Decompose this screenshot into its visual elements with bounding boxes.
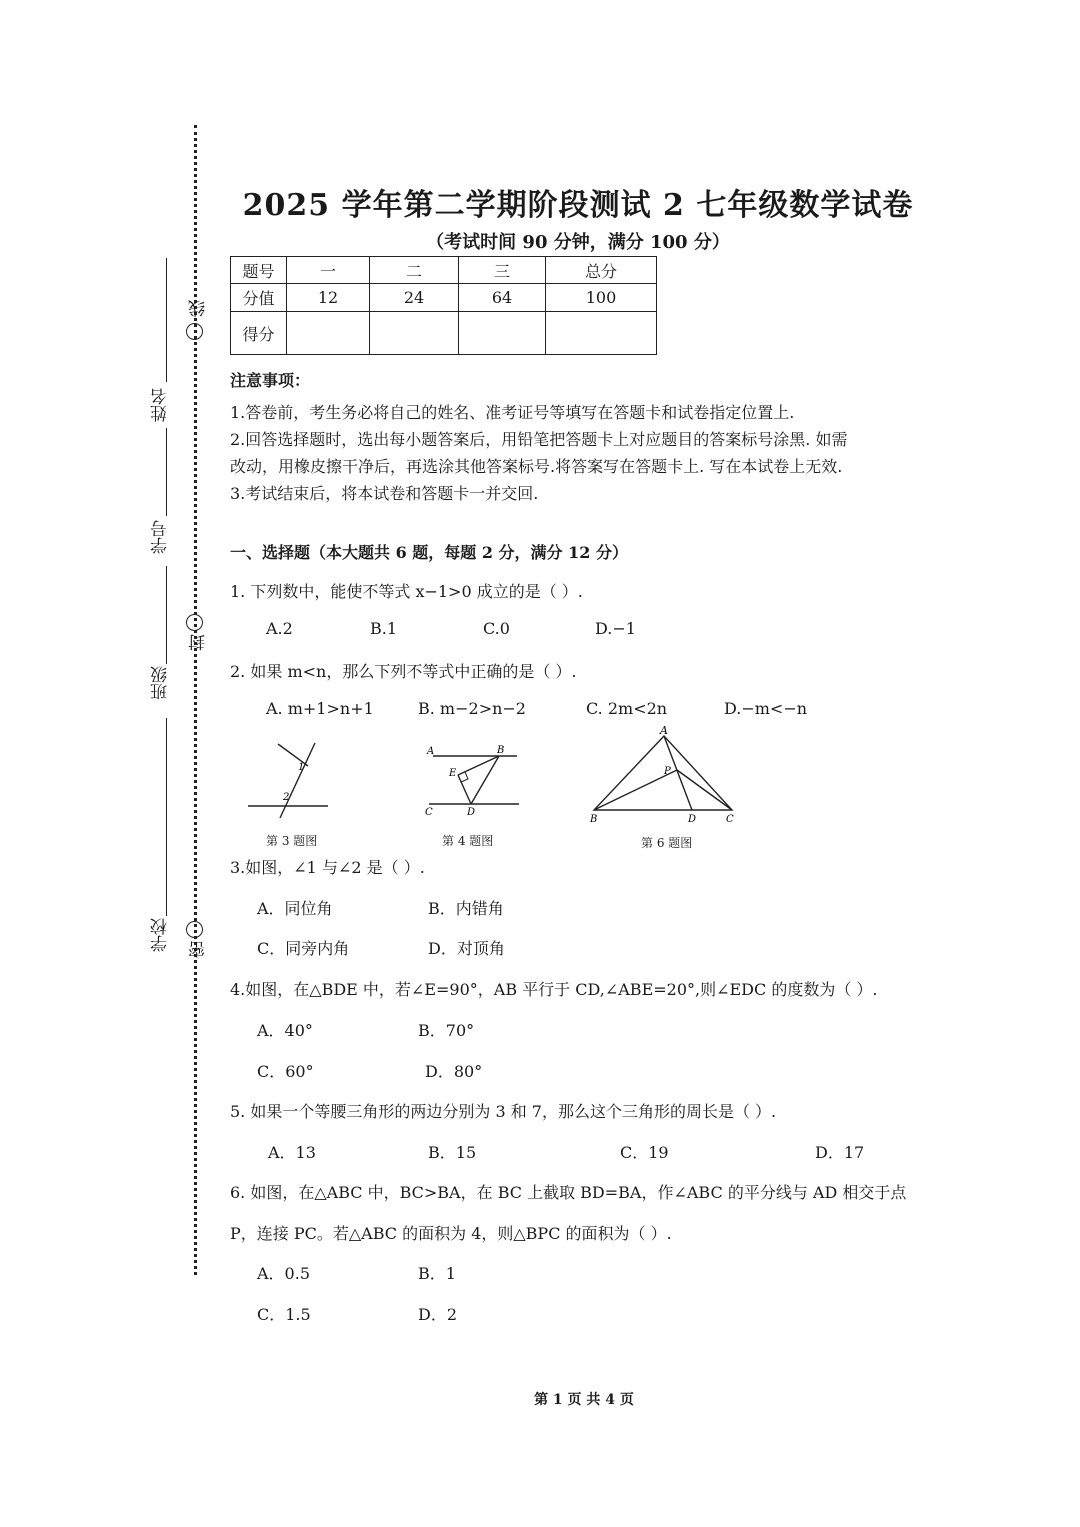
fig4-label-d: D [467,807,476,818]
student-id-field-label: 学号 [151,520,171,554]
section-heading: 一、选择题（本大题共 6 题，每题 2 分，满分 12 分） [230,543,628,562]
question-4-option-a: A．40° [257,1021,313,1040]
question-1-stem: 1. 下列数中，能使不等式 x−1>0 成立的是（ ）. [230,582,583,601]
class-field-label: 班级 [151,666,171,700]
question-5-option-a: A．13 [268,1143,316,1162]
question-3-option-b: B．内错角 [428,899,504,918]
figure-3-diagram [240,738,340,818]
page-number: 第 1 页 共 4 页 [534,1392,634,1408]
figure-6-diagram [588,726,738,826]
column-header-1: 一 [287,257,370,284]
fig6-label-d: D [688,814,697,825]
name-underline [166,258,167,382]
question-5-option-b: B．15 [428,1143,477,1162]
secret-mark-label: 密 [189,941,209,958]
fig4-label-c: C [425,807,433,818]
notice-item-2: 2.回答选择题时，选出每小题答案后，用铅笔把答题卡上对应题目的答案标号涂黑. 如需 [230,430,848,449]
question-6-option-c: C．1.5 [257,1305,311,1324]
fig4-label-e: E [449,768,457,779]
column-header-2: 二 [370,257,459,284]
figure-3-caption: 第 3 题图 [266,834,318,848]
score-cell-total [546,312,657,355]
score-cell-2 [370,312,459,355]
points-value-2: 24 [370,284,459,312]
line-circle-mark [186,323,203,340]
question-2-stem: 2. 如果 m<n，那么下列不等式中正确的是（ ）. [230,662,577,681]
school-underline [166,718,167,916]
question-5-option-c: C．19 [620,1143,669,1162]
question-6-option-d: D．2 [418,1305,458,1324]
question-2-option-d: D.−m<−n [724,699,808,718]
question-3-option-d: D．对顶角 [428,939,505,958]
question-3-option-a: A．同位角 [257,899,333,918]
fig6-segment-pc [677,770,732,810]
question-1-option-c: C.0 [483,619,510,638]
fig3-angle-2-label: 2 [283,792,290,803]
fig6-label-b: B [590,814,598,825]
fig6-label-a: A [660,724,668,737]
exam-title: 2025 学年第二学期阶段测试 2 七年级数学试卷 [242,188,914,223]
fig6-triangle-abc [594,736,732,810]
notice-item-1: 1.答卷前，考生务必将自己的姓名、准考证号等填写在答题卡和试卷指定位置上. [230,403,795,422]
class-underline [166,566,167,664]
question-4-option-c: C．60° [257,1062,314,1081]
figure-4-caption: 第 4 题图 [442,834,494,848]
points-value-1: 12 [287,284,370,312]
row-label-question-no: 题号 [231,257,287,284]
question-4-option-d: D．80° [425,1062,483,1081]
question-5-option-d: D．17 [815,1143,865,1162]
question-6-option-a: A．0.5 [257,1264,311,1283]
column-header-total: 总分 [546,257,657,284]
points-value-3: 64 [459,284,546,312]
figure-4-diagram [425,742,525,822]
school-field-label: 学校 [151,918,171,952]
fig4-label-a: A [427,746,435,757]
score-table [230,256,657,355]
seal-circle-mark [186,614,203,631]
fig4-segment-ed [458,775,471,804]
fig6-label-c: C [726,814,734,825]
fig4-label-b: B [497,745,505,756]
score-cell-1 [287,312,370,355]
question-5-stem: 5. 如果一个等腰三角形的两边分别为 3 和 7，那么这个三角形的周长是（ ）. [230,1102,777,1121]
question-3-option-c: C．同旁内角 [257,939,350,958]
question-3-stem: 3.如图，∠1 与∠2 是（ ）. [230,858,425,877]
question-4-option-b: B．70° [418,1021,475,1040]
question-1-option-a: A.2 [266,619,293,638]
score-cell-3 [459,312,546,355]
seal-mark-label: 封 [189,634,209,651]
notice-item-2-cont: 改动，用橡皮擦干净后，再选涂其他答案标号.将答案写在答题卡上. 写在本试卷上无效. [230,457,843,476]
question-4-stem: 4.如图，在△BDE 中，若∠E=90°，AB 平行于 CD,∠ABE=20°,则∠EDC 的度数为（ ）. [230,980,878,999]
fig3-angle-1-label: 1 [298,762,305,773]
question-2-option-a: A. m+1>n+1 [266,699,374,718]
question-2-option-c: C. 2m<2n [586,699,668,718]
row-label-score: 得分 [231,312,287,355]
exam-subtitle: （考试时间 90 分钟，满分 100 分） [426,232,730,253]
figure-6-caption: 第 6 题图 [641,836,693,850]
name-field-label: 姓名 [151,388,171,422]
points-value-total: 100 [546,284,657,312]
column-header-3: 三 [459,257,546,284]
fig6-label-p: P [664,766,671,777]
question-1-option-b: B.1 [370,619,398,638]
id-underline [166,428,167,516]
question-2-option-b: B. m−2>n−2 [418,699,526,718]
secret-circle-mark [186,921,203,938]
question-6-stem-cont: P，连接 PC。若△ABC 的面积为 4，则△BPC 的面积为（ ）. [230,1224,672,1243]
line-mark-label: 线 [189,300,209,317]
question-6-option-b: B．1 [418,1264,456,1283]
fig3-transversal [280,743,315,818]
row-label-points: 分值 [231,284,287,312]
question-6-stem: 6. 如图，在△ABC 中，BC>BA，在 BC 上截取 BD=BA，作∠ABC 的平分线与 AD 相交于点 [230,1183,907,1202]
notice-heading: 注意事项： [230,371,311,390]
binding-dotted-line [194,125,197,1275]
question-1-option-d: D.−1 [595,619,636,638]
notice-item-3: 3.考试结束后，将本试卷和答题卡一并交回. [230,484,539,503]
